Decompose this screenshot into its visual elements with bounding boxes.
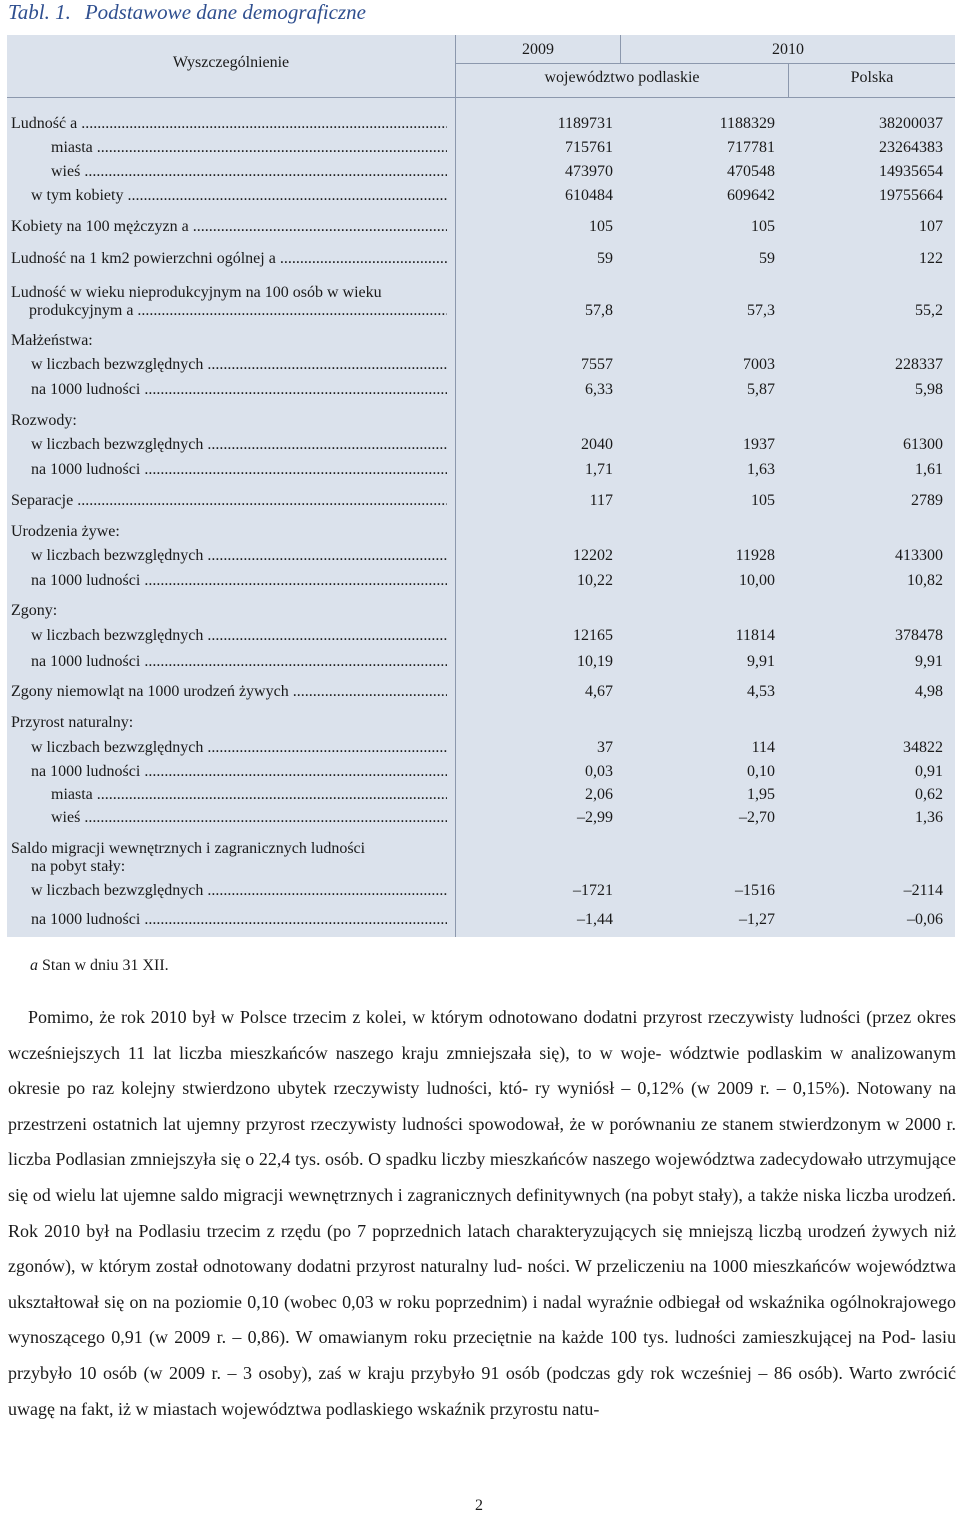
footnote: [30, 957, 169, 975]
value-2009-voivodeship: 7557: [581, 356, 613, 373]
row-label: Zgony niemowląt na 1000 urodzeń żywych .....: [11, 683, 447, 701]
table-row: [7, 683, 955, 705]
value-2009-voivodeship: 37: [597, 739, 613, 756]
row-label: produkcyjnym a .....: [29, 302, 447, 320]
header-sub-poland: Polska: [850, 69, 894, 86]
value-2009-voivodeship: 10,22: [577, 572, 613, 589]
value-2009-voivodeship: 1,71: [585, 461, 613, 478]
value-2010-voivodeship: 470548: [727, 163, 775, 180]
table-row: [7, 809, 955, 831]
row-label: na 1000 ludności .....: [31, 381, 447, 399]
value-2010-voivodeship: 1,63: [747, 461, 775, 478]
value-2009-voivodeship: 4,67: [585, 683, 613, 700]
value-2009-voivodeship: 1189731: [557, 115, 613, 132]
value-2010-poland: –2114: [903, 882, 943, 899]
divider-horizontal-header-bottom: [7, 97, 955, 98]
value-2010-voivodeship: 1,95: [747, 786, 775, 803]
value-2010-poland: 23264383: [879, 139, 943, 156]
row-label: Przyrost naturalny:: [11, 714, 134, 731]
table-row: [7, 332, 955, 354]
value-2010-voivodeship: 1937: [743, 436, 775, 453]
value-2010-poland: 55,2: [915, 302, 943, 319]
header-label: Wyszczególnienie: [172, 54, 290, 71]
value-2010-poland: 413300: [895, 547, 943, 564]
table-row: [7, 139, 955, 161]
footnote-marker: a: [30, 957, 38, 974]
row-label: Zgony:: [11, 602, 58, 619]
value-2009-voivodeship: 473970: [565, 163, 613, 180]
table-row: [7, 627, 955, 649]
value-2009-voivodeship: 610484: [565, 187, 613, 204]
value-2010-poland: 0,91: [915, 763, 943, 780]
header-year-2009: 2009: [522, 41, 554, 58]
value-2010-voivodeship: –1516: [735, 882, 775, 899]
value-2010-poland: 14935654: [879, 163, 943, 180]
value-2010-voivodeship: –2,70: [739, 809, 775, 826]
row-label: Separacje .....: [11, 492, 447, 510]
table-row: [7, 187, 955, 209]
value-2010-voivodeship: 9,91: [747, 653, 775, 670]
table-number: Tabl. 1.: [8, 0, 71, 24]
divider-horizontal-header: [455, 63, 955, 64]
value-2010-poland: 122: [919, 250, 943, 267]
value-2009-voivodeship: 12165: [573, 627, 613, 644]
value-2010-poland: 61300: [903, 436, 943, 453]
row-label: miasta .....: [51, 139, 447, 157]
row-label: Rozwody:: [11, 412, 77, 429]
row-label: Ludność a .....: [11, 115, 447, 133]
value-2010-poland: 19755664: [879, 187, 943, 204]
table-title: [8, 0, 366, 25]
table-row: [7, 523, 955, 545]
table-row: [7, 461, 955, 483]
value-2010-poland: 228337: [895, 356, 943, 373]
value-2009-voivodeship: 57,8: [585, 302, 613, 319]
value-2010-poland: 34822: [903, 739, 943, 756]
value-2009-voivodeship: 10,19: [577, 653, 613, 670]
value-2009-voivodeship: 0,03: [585, 763, 613, 780]
value-2009-voivodeship: 117: [589, 492, 613, 509]
table-row: [7, 653, 955, 675]
value-2010-poland: 10,82: [907, 572, 943, 589]
table-row: [7, 786, 955, 808]
page-number: 2: [475, 1497, 483, 1514]
value-2009-voivodeship: 2040: [581, 436, 613, 453]
value-2010-voivodeship: 59: [759, 250, 775, 267]
table-row: [7, 115, 955, 137]
row-label: miasta .....: [51, 786, 447, 804]
value-2009-voivodeship: 59: [597, 250, 613, 267]
table-row: [7, 163, 955, 185]
footnote-text: Stan w dniu 31 XII.: [42, 957, 169, 974]
row-label: na 1000 ludności .....: [31, 911, 447, 929]
row-label: w liczbach bezwzględnych .....: [31, 627, 447, 645]
row-label: w liczbach bezwzględnych .....: [31, 356, 447, 374]
row-label: Urodzenia żywe:: [11, 523, 120, 540]
row-label: Małżeństwa:: [11, 332, 93, 349]
value-2009-voivodeship: –2,99: [577, 809, 613, 826]
value-2010-voivodeship: 105: [751, 492, 775, 509]
row-label: na pobyt stały:: [31, 858, 126, 875]
row-label: w liczbach bezwzględnych .....: [31, 739, 447, 757]
row-label: Saldo migracji wewnętrznych i zagranicznych ludności: [11, 840, 366, 857]
value-2010-poland: 378478: [895, 627, 943, 644]
divider-vertical-3: [788, 63, 789, 97]
table-row: [7, 763, 955, 785]
value-2009-voivodeship: 2,06: [585, 786, 613, 803]
value-2010-poland: 0,62: [915, 786, 943, 803]
value-2010-voivodeship: 11928: [735, 547, 775, 564]
value-2009-voivodeship: –1,44: [577, 911, 613, 928]
table-row: [7, 858, 955, 880]
row-label: Kobiety na 100 mężczyzn a .....: [11, 218, 447, 236]
value-2010-poland: 38200037: [879, 115, 943, 132]
value-2010-voivodeship: 57,3: [747, 302, 775, 319]
value-2009-voivodeship: 105: [589, 218, 613, 235]
row-label: w liczbach bezwzględnych .....: [31, 882, 447, 900]
row-label: na 1000 ludności .....: [31, 572, 447, 590]
row-label: wieś .....: [51, 809, 447, 827]
value-2010-poland: 1,61: [915, 461, 943, 478]
value-2010-voivodeship: 11814: [735, 627, 775, 644]
value-2010-poland: 9,91: [915, 653, 943, 670]
value-2010-poland: 5,98: [915, 381, 943, 398]
table-row: [7, 436, 955, 458]
value-2010-voivodeship: 10,00: [739, 572, 775, 589]
value-2010-poland: 107: [919, 218, 943, 235]
table-row: [7, 882, 955, 904]
row-label: Ludność na 1 km2 powierzchni ogólnej a .....: [11, 250, 447, 268]
table-row: [7, 739, 955, 761]
value-2010-poland: 1,36: [915, 809, 943, 826]
row-label: na 1000 ludności .....: [31, 653, 447, 671]
value-2010-voivodeship: 7003: [743, 356, 775, 373]
table-row: [7, 911, 955, 933]
value-2010-voivodeship: 0,10: [747, 763, 775, 780]
value-2010-poland: –0,06: [907, 911, 943, 928]
table-row: [7, 250, 955, 272]
body-paragraph: [8, 1000, 956, 1427]
table-row: [7, 547, 955, 569]
value-2009-voivodeship: –1721: [573, 882, 613, 899]
row-label: w liczbach bezwzględnych .....: [31, 547, 447, 565]
value-2010-voivodeship: 5,87: [747, 381, 775, 398]
table-row: [7, 714, 955, 736]
paragraph-text: Pomimo, że rok 2010 był w Polsce trzecim z kolei, w którym odnotowano dodatni przyrost rzeczywisty ludności (przez okres wcześniejszych 11 lat liczba mieszkańców naszego kraju zmniejszała się), to w woje- wództwie podlaskim w analizowanym okresie po raz kolejny stwierdzono ubytek rzeczywisty ludności, któ- ry wyniósł – 0,12% (w 2009 r. – 0,15%). Notowany na przestrzeni ostatnich lat ujemny przyrost rzeczywisty ludności spowodował, że w porównaniu ze stanem stwierdzonym w 2000 r. liczba Podlasian zmniejszyła się o 22,4 tys. osób. O spadku liczby mieszkańców naszego województwa zadecydowało utrzymujące się od wielu lat ujemne saldo migracji wewnętrznych i zagranicznych definitywnych (na pobyt stały), a także niska liczba urodzeń. Rok 2010 był na Podlasiu trzecim z rzędu (po 7 poprzednich latach charakteryzujących się mniejszą liczbą urodzeń żywych niż zgonów), w którym został odnotowany dodatni przyrost naturalny lud- ności. W przeliczeniu na 1000 mieszkańców województwa ukształtował się on na poziomie 0,10 (wobec 0,03 w roku poprzednim) i nadal wyraźnie odbiegał od wskaźnika ogólnokrajowego wynoszącego 0,91 (w 2009 r. – 0,86). W omawianym roku przeciętnie na każde 100 tys. ludności zamieszkującej na Pod- lasiu przybyło 10 osób (w 2009 r. – 3 osoby), zaś w kraju przybyło 91 osób (podczas gdy rok wcześniej – 86 osób). Warto zwrócić uwagę na fakt, iż w miastach województwa podlaskiego wskaźnik przyrostu natu-: [8, 1007, 956, 1419]
value-2009-voivodeship: 715761: [565, 139, 613, 156]
table-row: [7, 602, 955, 624]
value-2010-voivodeship: 4,53: [747, 683, 775, 700]
table-row: [7, 412, 955, 434]
row-label: na 1000 ludności .....: [31, 763, 447, 781]
value-2010-voivodeship: –1,27: [739, 911, 775, 928]
table-row: [7, 302, 955, 324]
value-2010-voivodeship: 717781: [727, 139, 775, 156]
row-label: w tym kobiety .....: [31, 187, 447, 205]
value-2010-voivodeship: 105: [751, 218, 775, 235]
value-2010-voivodeship: 114: [751, 739, 775, 756]
row-label: Ludność w wieku nieprodukcyjnym na 100 osób w wieku: [11, 284, 382, 301]
header-label-cell: [7, 35, 455, 97]
value-2009-voivodeship: 12202: [573, 547, 613, 564]
table-title-text: Podstawowe dane demograficzne: [84, 0, 366, 24]
table-row: [7, 356, 955, 378]
value-2010-voivodeship: 1188329: [719, 115, 775, 132]
header-year-2010: 2010: [772, 41, 804, 58]
value-2009-voivodeship: 6,33: [585, 381, 613, 398]
table-row: [7, 572, 955, 594]
value-2010-poland: 4,98: [915, 683, 943, 700]
demographics-table: [7, 35, 955, 937]
header-sub-voivodeship: województwo podlaskie: [544, 69, 700, 86]
value-2010-voivodeship: 609642: [727, 187, 775, 204]
row-label: wieś .....: [51, 163, 447, 181]
row-label: w liczbach bezwzględnych .....: [31, 436, 447, 454]
value-2010-poland: 2789: [911, 492, 943, 509]
row-label: na 1000 ludności .....: [31, 461, 447, 479]
divider-vertical-2: [620, 35, 621, 63]
table-row: [7, 492, 955, 514]
table-row: [7, 381, 955, 403]
table-row: [7, 218, 955, 240]
